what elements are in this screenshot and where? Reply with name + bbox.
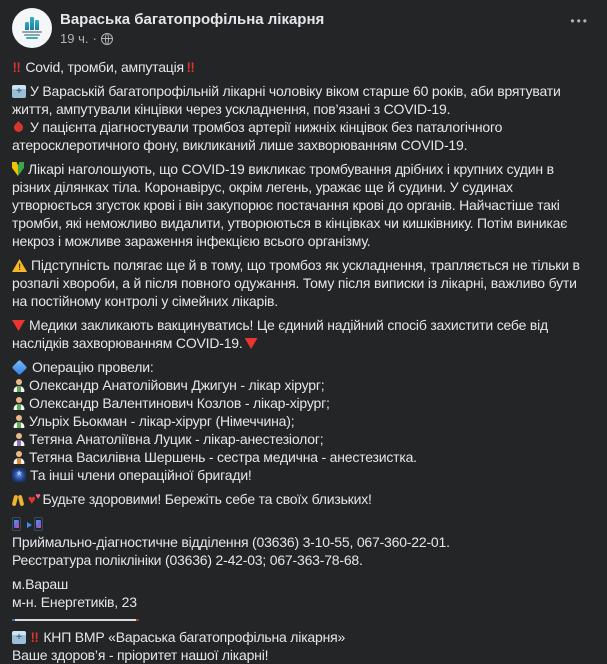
logo-text-line bbox=[24, 34, 40, 36]
mobile-phone-icon bbox=[12, 517, 21, 531]
blood-drop-icon bbox=[12, 121, 25, 134]
post-body bbox=[0, 54, 607, 664]
woman-doctor-2-icon bbox=[12, 451, 25, 464]
post-text: Реєстратура поліклініки (03636) 2-42-03; 067-363-78-68. bbox=[12, 552, 363, 568]
hospital-icon bbox=[12, 85, 26, 98]
meta-separator: · bbox=[92, 31, 97, 46]
post-line bbox=[12, 533, 595, 551]
post-paragraph bbox=[12, 256, 595, 310]
post-line bbox=[12, 412, 595, 430]
post-line bbox=[12, 448, 595, 466]
beginner-icon bbox=[12, 162, 24, 176]
page-avatar[interactable] bbox=[12, 8, 52, 48]
post-line bbox=[12, 316, 595, 352]
post-paragraph bbox=[12, 316, 595, 352]
post-line bbox=[12, 466, 595, 484]
post-text: Будьте здоровими! Бережіть себе та своїх близьких! bbox=[42, 491, 372, 507]
man-doctor-icon bbox=[12, 415, 25, 428]
post-text: КНП ВМР «Вараська багатопрофільна лікарня» bbox=[43, 629, 346, 645]
post-line bbox=[12, 646, 595, 664]
double-exclamation-icon: !! bbox=[30, 629, 39, 645]
double-exclamation-icon: !! bbox=[186, 59, 195, 75]
post-text: У Вараській багатопрофільній лікарні чоловіку віком старше 60 років, аби врятувати життя, ампутували кінцівки через ускладнення, пов’язані з COVID-19. bbox=[12, 83, 561, 117]
post-text: м.Вараш bbox=[12, 576, 69, 592]
post-text: Тетяна Анатоліївна Луцик - лікар-анестезіолог; bbox=[29, 431, 324, 447]
post-line bbox=[12, 430, 595, 448]
post-line bbox=[12, 58, 595, 76]
post-line bbox=[12, 551, 595, 569]
post-line bbox=[12, 394, 595, 412]
post-text: У пацієнта діагностували тромбоз артерії нижніх кінцівок без паталогічного атеросклеротичного фону, викликаний лише захворюванням COVID-19. bbox=[12, 119, 503, 153]
logo-text-line bbox=[26, 37, 38, 39]
folded-hands-icon bbox=[12, 493, 24, 506]
post-paragraph bbox=[12, 515, 595, 569]
post-options-button[interactable]: ••• bbox=[570, 14, 589, 28]
post-text: Covid, тромби, ампутація bbox=[25, 59, 184, 75]
post-line bbox=[12, 160, 595, 250]
post-text: Тетяна Василівна Шершень - сестра медична - анестезистка. bbox=[29, 449, 417, 465]
post-line bbox=[12, 515, 595, 533]
red-triangle-icon bbox=[245, 338, 258, 349]
post-text: Медики закликають вакцинуватись! Це єдиний надійний спосіб захистити себе від наслідків захворюванням COVID-19. bbox=[12, 317, 548, 351]
timestamp-link[interactable]: 19 ч. bbox=[60, 31, 89, 46]
post-text: Лікарі наголошують, що COVID-19 викликає тромбування дрібних і крупних судин в різних ділянках тіла. Коронавірус, окрім легень, уражає ще й судини. У судинах утворюється згусток крові і він закупорює постачання крові до органів. Найчастіше такі тромби, які неможливо видалити, утворюються в кінцівках чи кишківнику. Потім виникає некроз і можливе зараження інфекцією всього організму. bbox=[12, 161, 568, 249]
post-paragraph bbox=[12, 575, 595, 611]
post-line bbox=[12, 118, 595, 154]
post-header bbox=[0, 0, 607, 54]
post-paragraph bbox=[12, 58, 595, 76]
post-line bbox=[12, 490, 595, 509]
post-paragraph bbox=[12, 358, 595, 484]
post-line bbox=[12, 82, 595, 118]
hospital-logo-icon bbox=[25, 17, 39, 30]
post-paragraph bbox=[12, 160, 595, 250]
post-paragraph bbox=[12, 490, 595, 509]
fireworks-icon bbox=[12, 468, 26, 482]
text-divider bbox=[12, 619, 139, 621]
post-line bbox=[12, 628, 595, 646]
globe-icon bbox=[101, 33, 113, 45]
post-paragraph bbox=[12, 82, 595, 154]
hospital-icon bbox=[12, 631, 26, 644]
post-text: м-н. Енергетиків, 23 bbox=[12, 594, 137, 610]
warning-icon bbox=[12, 259, 27, 272]
post-meta bbox=[60, 31, 595, 46]
post-line bbox=[12, 575, 595, 593]
post-line bbox=[12, 256, 595, 310]
post-text: Олександр Валентинович Козлов - лікар-хірург; bbox=[29, 395, 330, 411]
page-name-link[interactable]: Вараська багатопрофільна лікарня bbox=[60, 11, 325, 28]
red-triangle-icon bbox=[12, 320, 25, 331]
double-exclamation-icon: !! bbox=[12, 59, 21, 75]
logo-text-line bbox=[22, 31, 42, 33]
blue-diamond-icon bbox=[12, 360, 28, 376]
post-line bbox=[12, 593, 595, 611]
post-line bbox=[12, 358, 595, 376]
post-text: Ульріх Бьокман - лікар-хірург (Німеччина); bbox=[29, 413, 295, 429]
post-text: Операцію провели: bbox=[32, 359, 154, 375]
post-text: Приймально-діагностичне відділення (03636) 3-10-55, 067-360-22-01. bbox=[12, 534, 450, 550]
man-doctor-icon bbox=[12, 379, 25, 392]
woman-doctor-icon bbox=[12, 433, 25, 446]
man-doctor-icon bbox=[12, 397, 25, 410]
two-hearts-icon: ♥ ♥ bbox=[28, 491, 36, 509]
post-text: Та інші члени операційної бригади! bbox=[30, 467, 252, 483]
post-text: Підступність полягає ще й в тому, що тромбоз як ускладнення, трапляється не тільки в розпалі хвороби, а й після повного одужання. Тому після виписки із лікарні, важливо бути на постійному контролі у сімейних лікарів. bbox=[12, 257, 580, 309]
post-line bbox=[12, 376, 595, 394]
mobile-phone-arrow-icon bbox=[34, 517, 43, 531]
post-text: Олександр Анатолійович Джигун - лікар хірург; bbox=[29, 377, 325, 393]
post-paragraph bbox=[12, 628, 595, 664]
post-text: Ваше здоров’я - пріоритет нашої лікарні! bbox=[12, 647, 269, 663]
